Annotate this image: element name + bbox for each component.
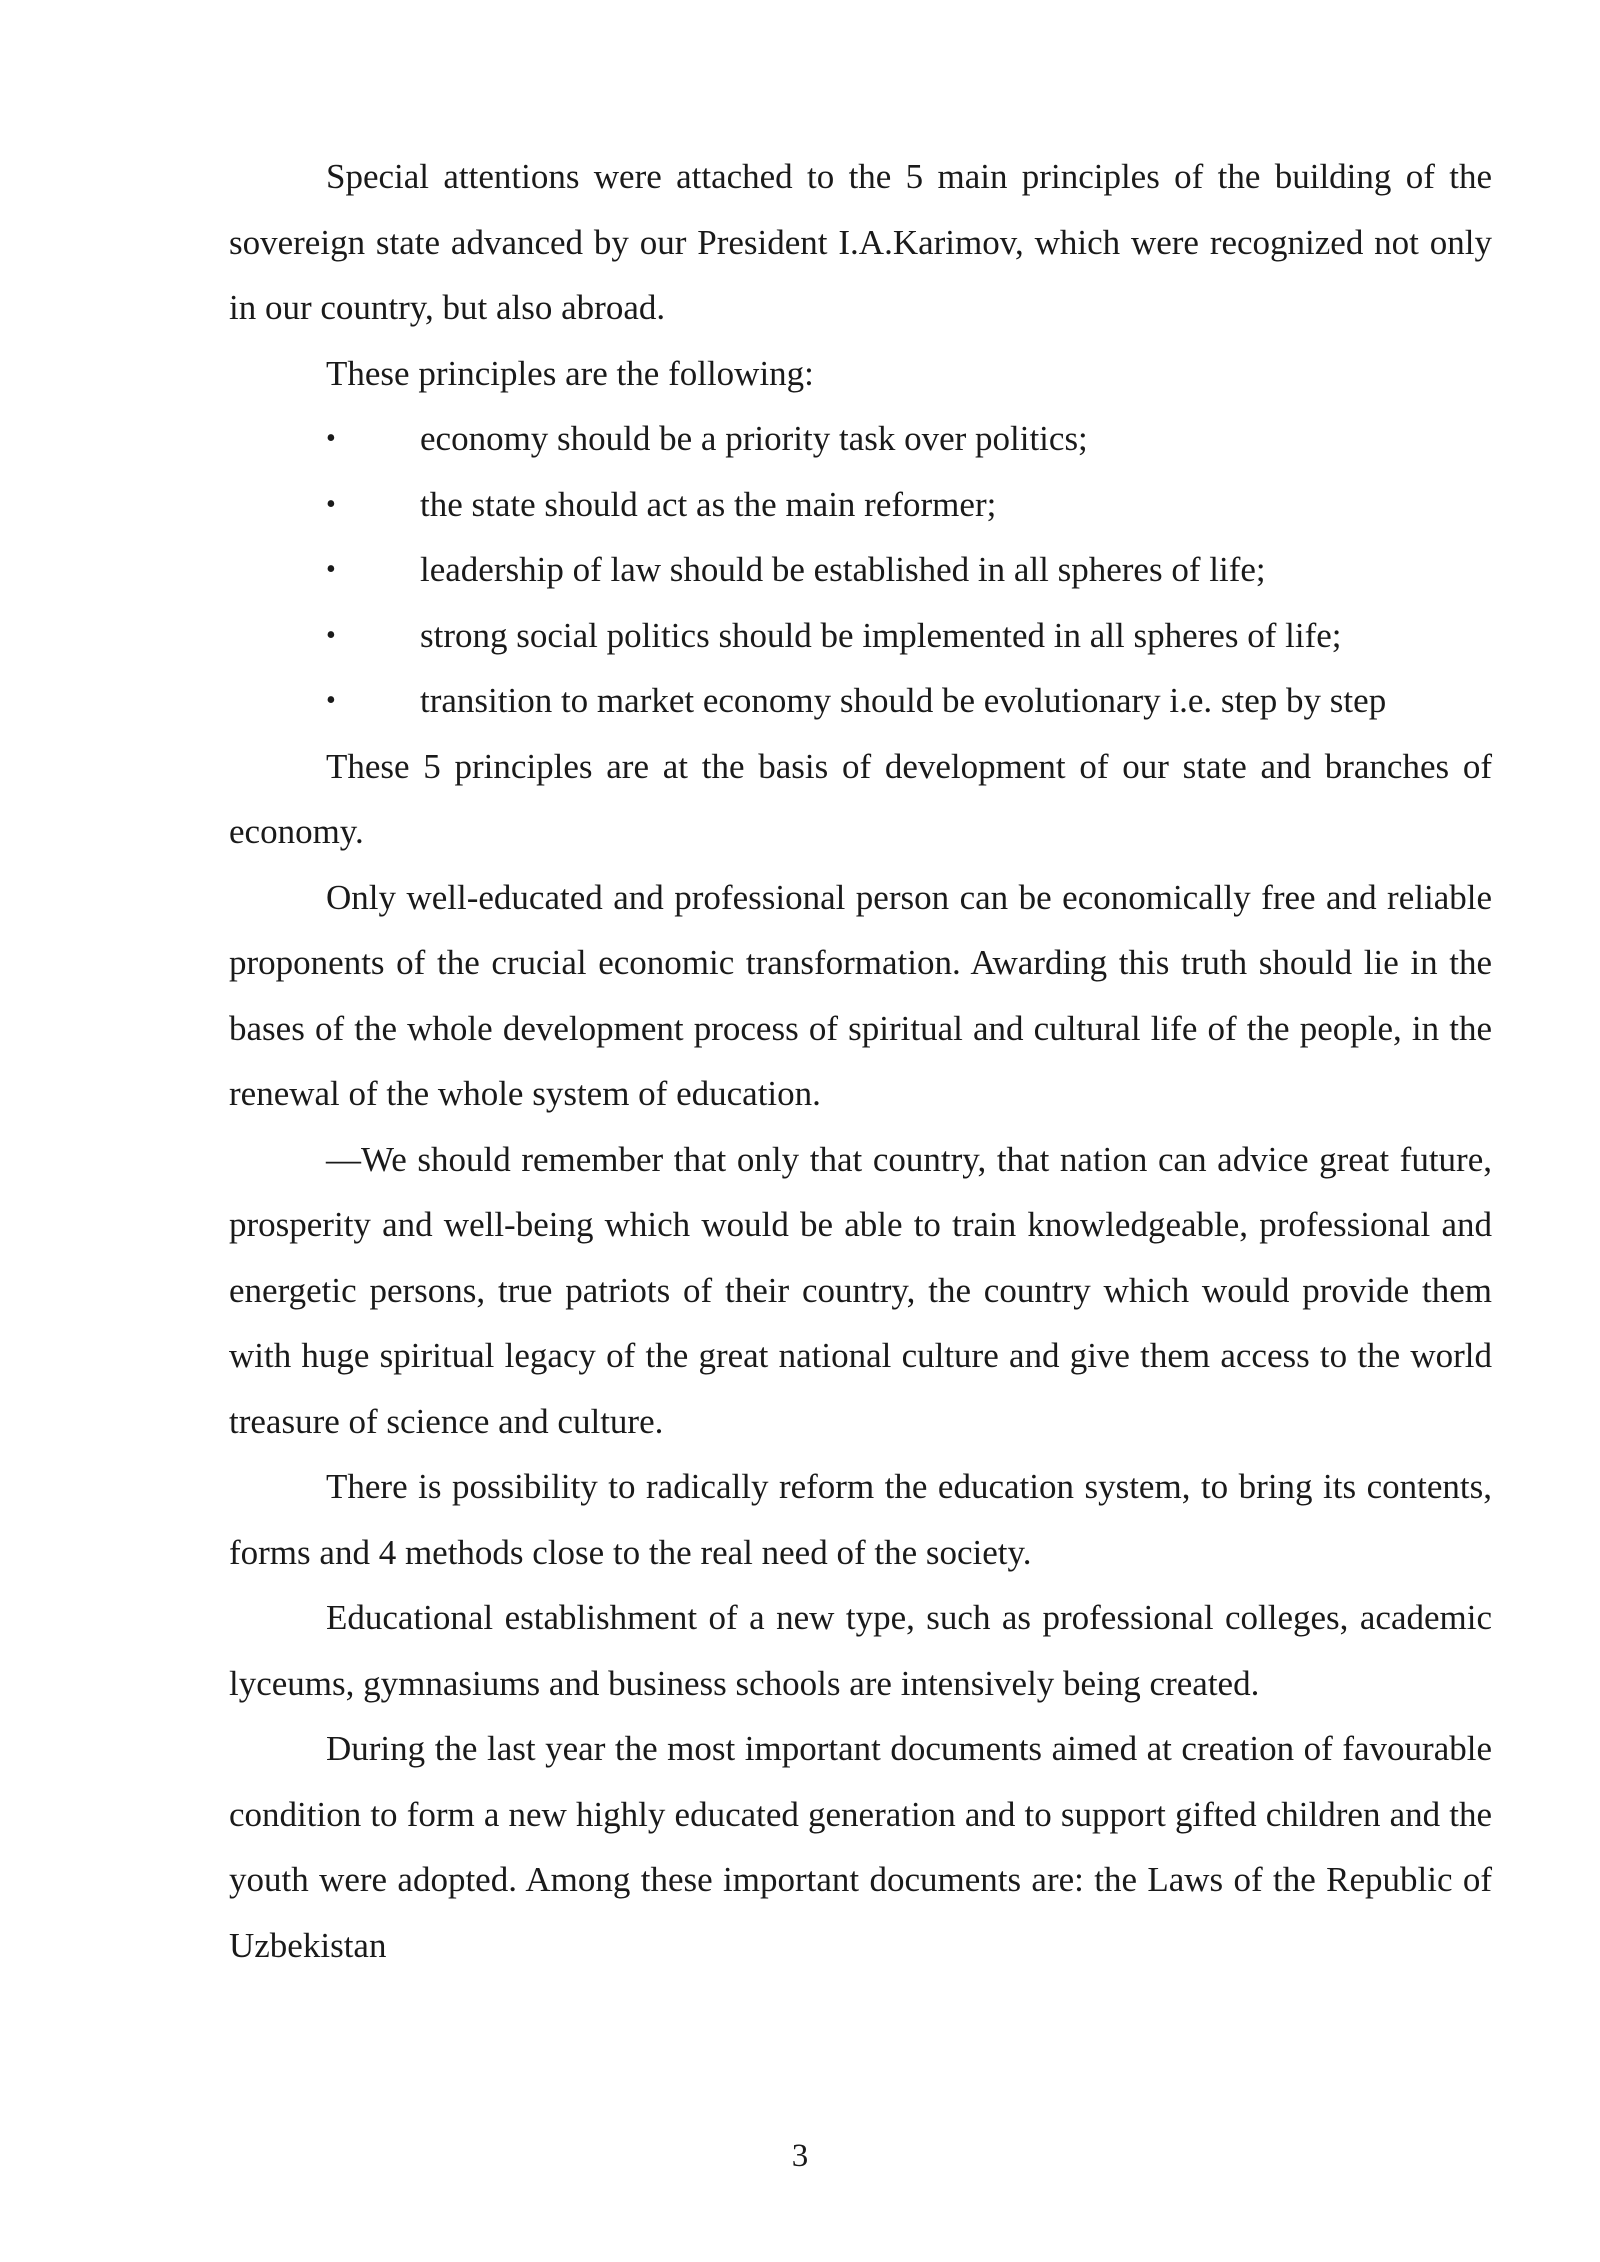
list-item-text: strong social politics should be implemented in all spheres of life; [420, 615, 1342, 655]
bullet-icon: • [326, 554, 336, 585]
list-item [229, 603, 1492, 669]
paragraph-intro: Special attentions were attached to the 5 main principles of the building of the sovereign state advanced by our President I.A.Karimov, which were recognized not only in our country, but also abroad. [229, 157, 1492, 327]
paragraph-principles-lead: These principles are the following: [326, 353, 814, 393]
bullet-icon: • [326, 619, 336, 651]
page-body [229, 144, 1492, 1978]
paragraph-reform: There is possibility to radically reform the education system, to bring its contents, forms and 4 methods close to the real need of the society. [229, 1467, 1492, 1572]
paragraph-documents: During the last year the most important documents aimed at creation of favourable condition to form a new highly educated generation and to support gifted children and the youth were adopted. Among these important documents are: the Laws of the Republic of Uzbekistan [229, 1729, 1492, 1965]
paragraph-basis: These 5 principles are at the basis of development of our state and branches of economy. [229, 746, 1492, 851]
bullet-icon: • [326, 685, 336, 716]
paragraph-quote: —We should remember that only that country, that nation can advice great future, prosperity and well-being which would be able to train knowledgeable, professional and energetic persons, true patriots of their country, the country which would provide them with huge spiritual legacy of the great national culture and give them access to the world treasure of science and culture. [229, 1139, 1492, 1441]
bullet-icon: • [326, 488, 336, 520]
list-item [229, 472, 1492, 538]
paragraph-educated: Only well-educated and professional person can be economically free and reliable proponents of the crucial economic transformation. Awarding this truth should lie in the bases of the whole development process of spiritual and cultural life of the people, in the renewal of the whole system of education. [229, 877, 1492, 1113]
paragraph-establishment: Educational establishment of a new type, such as professional colleges, academic lyceums, gymnasiums and business schools are intensively being created. [229, 1598, 1492, 1703]
list-item [229, 406, 1492, 472]
list-item-text: the state should act as the main reformer; [420, 484, 997, 524]
list-item [229, 668, 1492, 734]
page-number: 3 [791, 2138, 809, 2174]
list-item-text: transition to market economy should be evolutionary i.e. step by step [420, 681, 1387, 720]
list-item-text: economy should be a priority task over politics; [420, 419, 1088, 458]
list-item-text: leadership of law should be established in all spheres of life; [420, 550, 1266, 589]
principles-list [229, 406, 1492, 734]
list-item [229, 537, 1492, 603]
bullet-icon: • [326, 423, 336, 454]
